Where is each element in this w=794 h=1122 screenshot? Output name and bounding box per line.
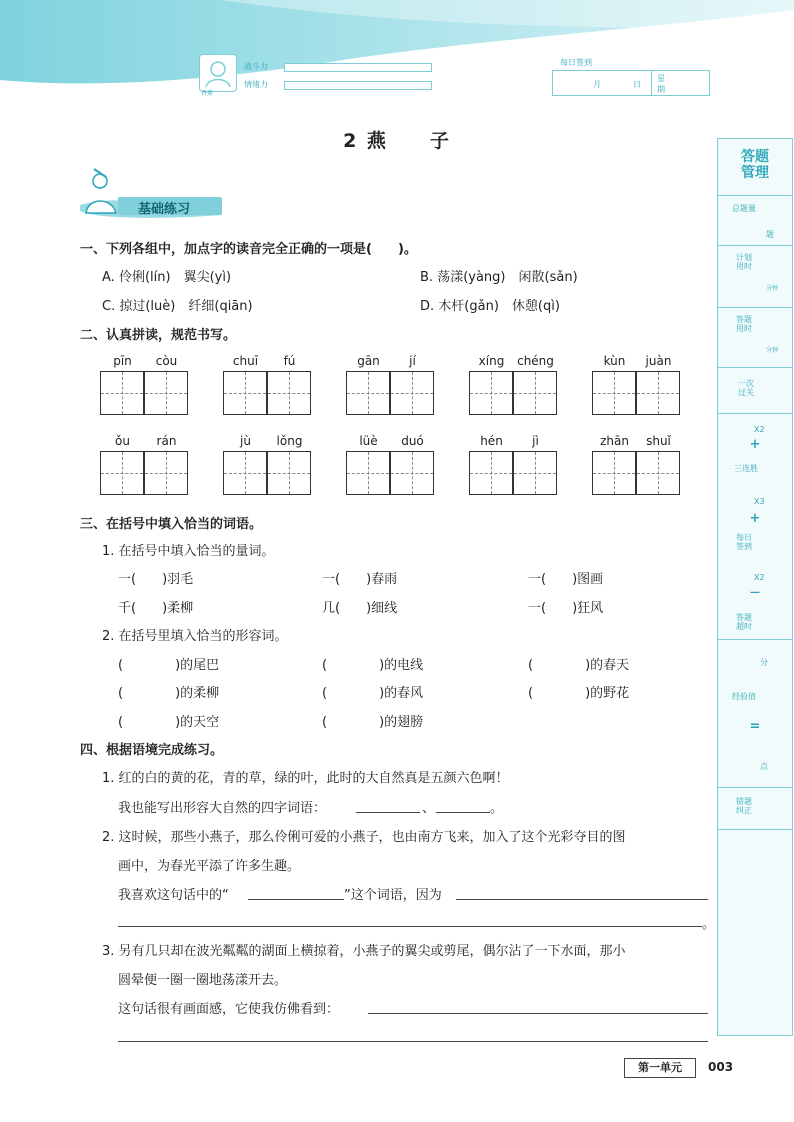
q3-sub1: 1. 在括号中填入恰当的量词。 bbox=[102, 544, 275, 559]
plus-sign: + bbox=[749, 511, 761, 526]
used-time-unit: 分钟 bbox=[766, 347, 779, 354]
q1-option-d-word2: 休憩(qì) bbox=[511, 299, 560, 314]
q3-measure-item[interactable]: 一( )图画 bbox=[528, 572, 604, 587]
streak-label: 三连胜 bbox=[734, 464, 758, 473]
q3-adjective-item[interactable]: ( )的春天 bbox=[528, 658, 630, 673]
q1-option-a[interactable]: A. 伶俐(lín) 翼尖(yì) bbox=[102, 270, 232, 285]
month-label: 月 bbox=[593, 80, 601, 89]
writing-cell[interactable] bbox=[592, 371, 636, 415]
pinyin-text: duó bbox=[401, 434, 424, 448]
writing-cell[interactable] bbox=[390, 371, 434, 415]
q1-option-a-word2: 翼尖(yì) bbox=[183, 270, 232, 285]
q4-p2-prompt: 我喜欢这句话中的“ bbox=[118, 888, 229, 903]
avatar bbox=[199, 54, 237, 92]
writing-cell[interactable] bbox=[636, 371, 680, 415]
q1-option-b-word2: 闲散(sǎn) bbox=[518, 270, 578, 285]
q4-p3-line1: 3. 另有几只却在波光粼粼的湖面上横掠着，小燕子的翼尖或剪尾，偶尔沾了一下水面，那小 bbox=[102, 944, 626, 959]
q4-p2-end: 。 bbox=[702, 917, 716, 932]
q3-adjective-item[interactable]: ( )的春风 bbox=[322, 686, 424, 701]
experience-label: 经验值 bbox=[732, 692, 756, 701]
pinyin-text: lǒng bbox=[276, 434, 303, 448]
total-questions-unit: 题 bbox=[766, 230, 774, 239]
writing-cell[interactable] bbox=[223, 371, 267, 415]
day-label: 日 bbox=[633, 80, 641, 89]
q4-heading: 四、根据语境完成练习。 bbox=[80, 743, 224, 758]
avatar-label: 香蕉 bbox=[201, 90, 214, 97]
q3-measure-item[interactable]: 一( )狂风 bbox=[528, 601, 604, 616]
focus-bar bbox=[284, 63, 432, 72]
reading-child-icon bbox=[86, 169, 116, 213]
q1-option-b-word1: 荡漾(yàng) bbox=[437, 270, 506, 285]
writing-cell[interactable] bbox=[100, 371, 144, 415]
q4-p2-reason-blank[interactable] bbox=[456, 899, 708, 900]
total-questions-label: 总题量 bbox=[732, 204, 756, 213]
pinyin-text: jù bbox=[240, 434, 251, 448]
q3-adjective-item[interactable]: ( )的野花 bbox=[528, 686, 630, 701]
writing-cell[interactable] bbox=[346, 371, 390, 415]
page-title: 2 燕 子 bbox=[343, 130, 451, 152]
writing-cell[interactable] bbox=[223, 451, 267, 495]
panel-title: 答题 管理 bbox=[741, 149, 769, 181]
q4-p1: 1. 红的白的黄的花，青的草，绿的叶，此时的大自然真是五颜六色啊！ bbox=[102, 771, 509, 786]
q4-p3-prompt: 这句话很有画面感，它使我仿佛看到： bbox=[118, 1002, 340, 1017]
q4-p1-blank2[interactable] bbox=[436, 812, 490, 813]
points-unit: 点 bbox=[760, 762, 768, 771]
writing-cell[interactable] bbox=[513, 371, 557, 415]
q4-p2-prompt2: ”这个词语，因为 bbox=[344, 888, 442, 903]
q4-p2-reason-blank2[interactable] bbox=[118, 926, 702, 927]
pinyin-text: shuǐ bbox=[646, 434, 671, 448]
pass-once-label: 一次 过关 bbox=[738, 379, 754, 397]
pinyin-text: fú bbox=[283, 354, 296, 368]
writing-cell[interactable] bbox=[469, 451, 513, 495]
q1-option-c-word1: 掠过(luè) bbox=[119, 299, 176, 314]
multiplier-x3: X3 bbox=[754, 497, 765, 506]
q3-measure-item[interactable]: 一( )春雨 bbox=[322, 572, 398, 587]
q1-heading: 一、下列各组中，加点字的读音完全正确的一项是( )。 bbox=[80, 242, 417, 257]
q2-heading: 二、认真拼读，规范书写。 bbox=[80, 328, 237, 343]
effort-bar bbox=[284, 81, 432, 90]
pinyin-text: jí bbox=[409, 354, 416, 368]
minus-sign: — bbox=[750, 587, 760, 598]
q4-p2-line2: 画中，为春光平添了许多生趣。 bbox=[118, 859, 301, 874]
writing-cell[interactable] bbox=[390, 451, 434, 495]
plan-time-label: 计划 用时 bbox=[736, 253, 752, 271]
error-fix-label: 错题 纠正 bbox=[736, 797, 752, 815]
pinyin-text: chuī bbox=[232, 354, 259, 368]
q3-adjective-item[interactable]: ( )的翅膀 bbox=[322, 715, 424, 730]
writing-cell[interactable] bbox=[346, 451, 390, 495]
q3-measure-item[interactable]: 千( )柔柳 bbox=[118, 601, 194, 616]
writing-cell[interactable] bbox=[144, 451, 188, 495]
pinyin-text: jì bbox=[532, 434, 539, 448]
q3-adjective-item[interactable]: ( )的尾巴 bbox=[118, 658, 220, 673]
plan-time-unit: 分钟 bbox=[766, 285, 779, 292]
q3-sub2: 2. 在括号里填入恰当的形容词。 bbox=[102, 629, 288, 644]
writing-cell[interactable] bbox=[144, 371, 188, 415]
q3-heading: 三、在括号中填入恰当的词语。 bbox=[80, 517, 263, 532]
multiplier-x2b: X2 bbox=[754, 573, 765, 582]
q4-p1-blank1[interactable] bbox=[356, 812, 420, 813]
page-number: 003 bbox=[708, 1060, 734, 1074]
section-badge-label: 基础练习 bbox=[138, 202, 191, 217]
user-icon bbox=[200, 55, 236, 91]
pinyin-text: rán bbox=[156, 434, 177, 448]
q1-option-c[interactable]: C. 掠过(luè) 纤细(qiān) bbox=[102, 299, 253, 314]
focus-label: 战斗力 bbox=[244, 62, 268, 71]
effort-label: 情绪力 bbox=[244, 80, 268, 89]
q4-p1-prompt: 我也能写出形容大自然的四字词语： bbox=[118, 801, 327, 816]
q3-measure-item[interactable]: 一( )羽毛 bbox=[118, 572, 194, 587]
week-label-bottom: 期 bbox=[657, 85, 665, 94]
pinyin-text: juàn bbox=[645, 354, 672, 368]
writing-cell[interactable] bbox=[513, 451, 557, 495]
q3-adjective-item[interactable]: ( )的天空 bbox=[118, 715, 220, 730]
q3-adjective-item[interactable]: ( )的电线 bbox=[322, 658, 424, 673]
q1-option-b[interactable]: B. 荡漾(yàng) 闲散(sǎn) bbox=[420, 270, 578, 285]
q3-adjective-item[interactable]: ( )的柔柳 bbox=[118, 686, 220, 701]
q1-option-d[interactable]: D. 木杆(gǎn) 休憩(qì) bbox=[420, 299, 560, 314]
q4-p1-end: 。 bbox=[490, 801, 504, 816]
equals-sign: = bbox=[749, 719, 761, 734]
writing-cell[interactable] bbox=[469, 371, 513, 415]
writing-cell[interactable] bbox=[267, 451, 311, 495]
plus-sign: + bbox=[749, 437, 761, 452]
q3-measure-item[interactable]: 几( )细线 bbox=[322, 601, 398, 616]
q4-p3-blank[interactable] bbox=[368, 1013, 708, 1014]
pinyin-text: còu bbox=[155, 354, 178, 368]
q4-p3-blank2[interactable] bbox=[118, 1041, 708, 1042]
writing-cell[interactable] bbox=[267, 371, 311, 415]
writing-cell[interactable] bbox=[100, 451, 144, 495]
unit-label: 第一单元 bbox=[624, 1058, 696, 1078]
pinyin-text: gān bbox=[357, 354, 380, 368]
daily-signin-label: 每日 签到 bbox=[736, 533, 752, 551]
pinyin-text: xíng bbox=[478, 354, 505, 368]
pinyin-text: zhān bbox=[600, 434, 629, 448]
writing-cell[interactable] bbox=[592, 451, 636, 495]
pinyin-text: pīn bbox=[113, 354, 132, 368]
score-unit: 分 bbox=[760, 658, 768, 667]
q1-option-a-word1: 伶俐(lín) bbox=[118, 270, 171, 285]
q1-option-c-word2: 纤细(qiān) bbox=[188, 299, 253, 314]
q1-option-d-word1: 木杆(gǎn) bbox=[438, 299, 499, 314]
overtime-label: 答题 超时 bbox=[736, 613, 752, 631]
week-label-top: 星 bbox=[657, 74, 665, 83]
q4-p2-line1: 2. 这时候，那些小燕子，那么伶俐可爱的小燕子，也由南方飞来，加入了这个光彩夺目的图 bbox=[102, 830, 626, 845]
pinyin-text: chéng bbox=[517, 354, 554, 368]
daily-checkin-label: 每日签到 bbox=[560, 58, 592, 67]
multiplier-x2a: X2 bbox=[754, 425, 765, 434]
pinyin-text: kùn bbox=[603, 354, 626, 368]
pinyin-text: lüè bbox=[359, 434, 378, 448]
answer-management-panel bbox=[717, 138, 793, 1036]
writing-cell[interactable] bbox=[636, 451, 680, 495]
q4-p1-sep: 、 bbox=[422, 801, 436, 816]
q4-p2-word-blank[interactable] bbox=[248, 899, 344, 900]
daily-checkin-box[interactable] bbox=[552, 70, 710, 96]
pinyin-text: hén bbox=[480, 434, 503, 448]
q4-p3-line2: 圆晕便一圈一圈地荡漾开去。 bbox=[118, 973, 288, 988]
used-time-label: 答题 用时 bbox=[736, 315, 752, 333]
pinyin-text: ǒu bbox=[115, 434, 130, 448]
